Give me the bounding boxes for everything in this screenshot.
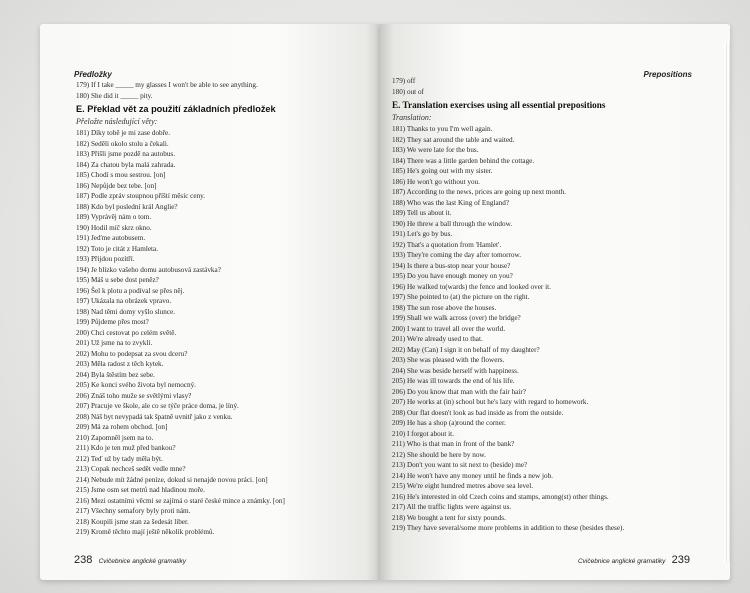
page-number: 238	[74, 554, 93, 566]
answer-line: 207) He works at (in) school but he's lazy with regard to homework.	[392, 398, 589, 406]
exercise-line: 198) Nad těmi domy vyšlo slunce.	[76, 307, 176, 316]
exercise-line: 180) She did it _____ pity.	[76, 91, 153, 100]
answer-line: 196) He walked to(wards) the fence and looked over it.	[392, 282, 551, 291]
answer-line: 213) Don't you want to sit next to (beside) me?	[392, 461, 528, 469]
exercise-line: 204) Byla štěstím bez sebe.	[76, 370, 155, 379]
left-page-text	[76, 80, 366, 538]
exercise-line: 186) Nepůjde bez tebe. [on]	[76, 181, 157, 190]
answer-line: 218) We bought a tent for sixty pounds.	[392, 513, 506, 522]
answer-line: 188) Who was the last King of England?	[392, 198, 510, 207]
exercise-line: 190) Hodil míč skrz okno.	[76, 223, 152, 232]
answer-line: 210) I forgot about it.	[392, 429, 454, 438]
answer-line: 194) Is there a bus-stop near your house?	[392, 261, 511, 270]
answer-line: 198) The sun rose above the houses.	[392, 303, 497, 312]
exercise-line: 199) Půjdeme přes most?	[76, 318, 149, 326]
section-subheading: Přeložte následující věty:	[76, 117, 158, 126]
exercise-line: 213) Copak nechceš sedět vedle mne?	[76, 465, 186, 473]
answer-line: 201) We're already used to that.	[392, 335, 483, 343]
exercise-line: 196) Šel k plotu a podíval se přes něj.	[76, 286, 185, 295]
right-page	[380, 24, 730, 580]
exercise-line: 214) Nebude mít žádné peníze, dokud si nenajde novou práci. [on]	[76, 475, 268, 484]
answer-line: 186) He won't go without you.	[392, 177, 480, 186]
exercise-line: 218) Koupili jsme stan za šedesát liber.	[76, 517, 189, 526]
answer-line: 185) He's going out with my sister.	[392, 167, 493, 175]
exercise-line: 210) Zapomněl jsem na to.	[76, 433, 154, 442]
right-page-text	[392, 76, 712, 534]
answer-line: 187) According to the news, prices are going up next month.	[392, 188, 567, 196]
section-heading: E. Translation exercises using all essential prepositions	[392, 100, 606, 110]
exercise-line: 217) Všechny semafory byly proti nám.	[76, 507, 191, 515]
answer-line: 183) We were late for the bus.	[392, 146, 479, 154]
exercise-line: 194) Je blízko vašeho domu autobusová zastávka?	[76, 265, 221, 274]
answer-list	[392, 124, 712, 534]
answer-line: 189) Tell us about it.	[392, 209, 452, 217]
exercise-list	[76, 128, 366, 538]
answer-line: 200) I want to travel all over the world.	[392, 324, 506, 333]
section-heading: E. Překlad vět za použití základních předložek	[76, 104, 276, 114]
book-title: Cvičebnice anglické gramatiky	[98, 558, 187, 565]
answer-line: 191) Let's go by bus.	[392, 230, 453, 238]
answer-line: 206) Do you know that man with the fair hair?	[392, 387, 526, 396]
answer-line: 181) Thanks to you I'm well again.	[392, 125, 493, 133]
answer-line: 205) He was ill towards the end of his life.	[392, 377, 515, 385]
exercise-line: 185) Chodí s mou sestrou. [on]	[76, 171, 166, 179]
exercise-line: 191) Jeďme autobusem.	[76, 234, 146, 242]
book-title: Cvičebnice anglické gramatiky	[577, 558, 666, 565]
exercise-line: 205) Ke konci svého života byl nemocný.	[76, 381, 196, 389]
answer-line: 214) He won't have any money until he finds a new job.	[392, 471, 553, 480]
answer-line: 208) Our flat doesn't look as bad inside as from the outside.	[392, 408, 564, 417]
exercise-line: 188) Kdo byl poslední král Anglie?	[76, 202, 178, 211]
right-folio	[574, 554, 690, 566]
exercise-line: 206) Znáš toho muže se světlými vlasy?	[76, 391, 192, 400]
answer-line: 219) They have several/some more problems in addition to these (besides these).	[392, 524, 625, 532]
exercise-line: 208) Náš byt nevypadá tak špatně uvnitř jako z venku.	[76, 412, 233, 421]
exercise-line: 201) Už jsme na to zvyklí.	[76, 339, 153, 347]
open-book	[40, 24, 730, 580]
exercise-line: 179) If I take _____ my glasses I won't be able to see anything.	[76, 81, 258, 89]
answer-line: 190) He threw a ball through the window.	[392, 219, 513, 228]
section-subheading: Translation:	[392, 113, 432, 122]
exercise-line: 200) Chci cestovat po celém světě.	[76, 328, 177, 337]
answer-line: 216) He's interested in old Czech coins and stamps, among(st) other things.	[392, 492, 609, 501]
exercise-line: 181) Díky tobě je mi zase dobře.	[76, 129, 171, 137]
exercise-line: 195) Máš u sebe dost peněz?	[76, 276, 159, 284]
exercise-line: 184) Za chatou byla malá zahrada.	[76, 160, 176, 169]
answer-line: 202) May (Can) I sign it on behalf of my daughter?	[392, 345, 540, 354]
answer-line: 195) Do you have enough money on you?	[392, 272, 513, 280]
exercise-line: 183) Přišli jsme pozdě na autobus.	[76, 150, 176, 158]
answer-line: 192) That's a quotation from 'Hamlet'.	[392, 240, 502, 249]
answer-line: 184) There was a little garden behind the cottage.	[392, 156, 535, 165]
answer-line: 182) They sat around the table and waited.	[392, 135, 515, 144]
answer-line: 193) They're coming the day after tomorrow.	[392, 251, 522, 259]
exercise-line: 193) Přijdou pozítří.	[76, 255, 135, 263]
exercise-line: 211) Kdo je ten muž před bankou?	[76, 444, 176, 452]
exercise-line: 182) Seděli okolo stolu a čekali.	[76, 139, 169, 148]
answer-line: 203) She was pleased with the flowers.	[392, 356, 505, 364]
exercise-line: 197) Ukázala na obrázek vpravo.	[76, 297, 172, 305]
answer-line: 212) She should be here by now.	[392, 450, 486, 459]
left-running-head: Předložky	[74, 70, 112, 79]
exercise-line: 203) Měla radost z těch kytek.	[76, 360, 164, 368]
answer-line: 199) Shall we walk across (over) the bridge?	[392, 314, 521, 322]
page-edges	[724, 42, 730, 562]
exercise-line: 202) Mohu to podepsat za svou dceru?	[76, 349, 188, 358]
page-number: 239	[671, 554, 690, 566]
exercise-line: 187) Podle zpráv stoupnou příští měsíc ceny.	[76, 192, 206, 200]
exercise-line: 189) Vyprávěj nám o tom.	[76, 213, 152, 221]
answer-line: 215) We're eight hundred metres above sea level.	[392, 482, 534, 490]
exercise-line: 219) Kromě těchto mají ještě několik problémů.	[76, 528, 215, 536]
answer-line: 209) He has a shop (a)round the corner.	[392, 419, 506, 427]
exercise-line: 209) Má za rohem obchod. [on]	[76, 423, 168, 431]
answer-line: 197) She pointed to (at) the picture on the right.	[392, 293, 530, 301]
exercise-line: 192) Toto je citát z Hamleta.	[76, 244, 158, 253]
exercise-line: 207) Pracuje ve škole, ale co se týče práce doma, je líný.	[76, 402, 239, 410]
answer-line: 179) off	[392, 77, 416, 85]
exercise-line: 216) Mezi ostatními věcmi se zajímá o staré české mince a známky. [on]	[76, 496, 285, 505]
right-running-head: Prepositions	[643, 70, 692, 79]
answer-line: 217) All the traffic lights were against us.	[392, 503, 512, 511]
left-page	[40, 24, 380, 580]
answer-line: 211) Who is that man in front of the bank?	[392, 440, 515, 448]
answer-line: 204) She was beside herself with happiness.	[392, 366, 519, 375]
exercise-line: 212) Teď už by tady měla být.	[76, 454, 163, 463]
answer-line: 180) out of	[392, 87, 424, 96]
left-folio	[74, 554, 190, 566]
exercise-line: 215) Jsme osm set metrů nad hladinou moře.	[76, 486, 205, 494]
